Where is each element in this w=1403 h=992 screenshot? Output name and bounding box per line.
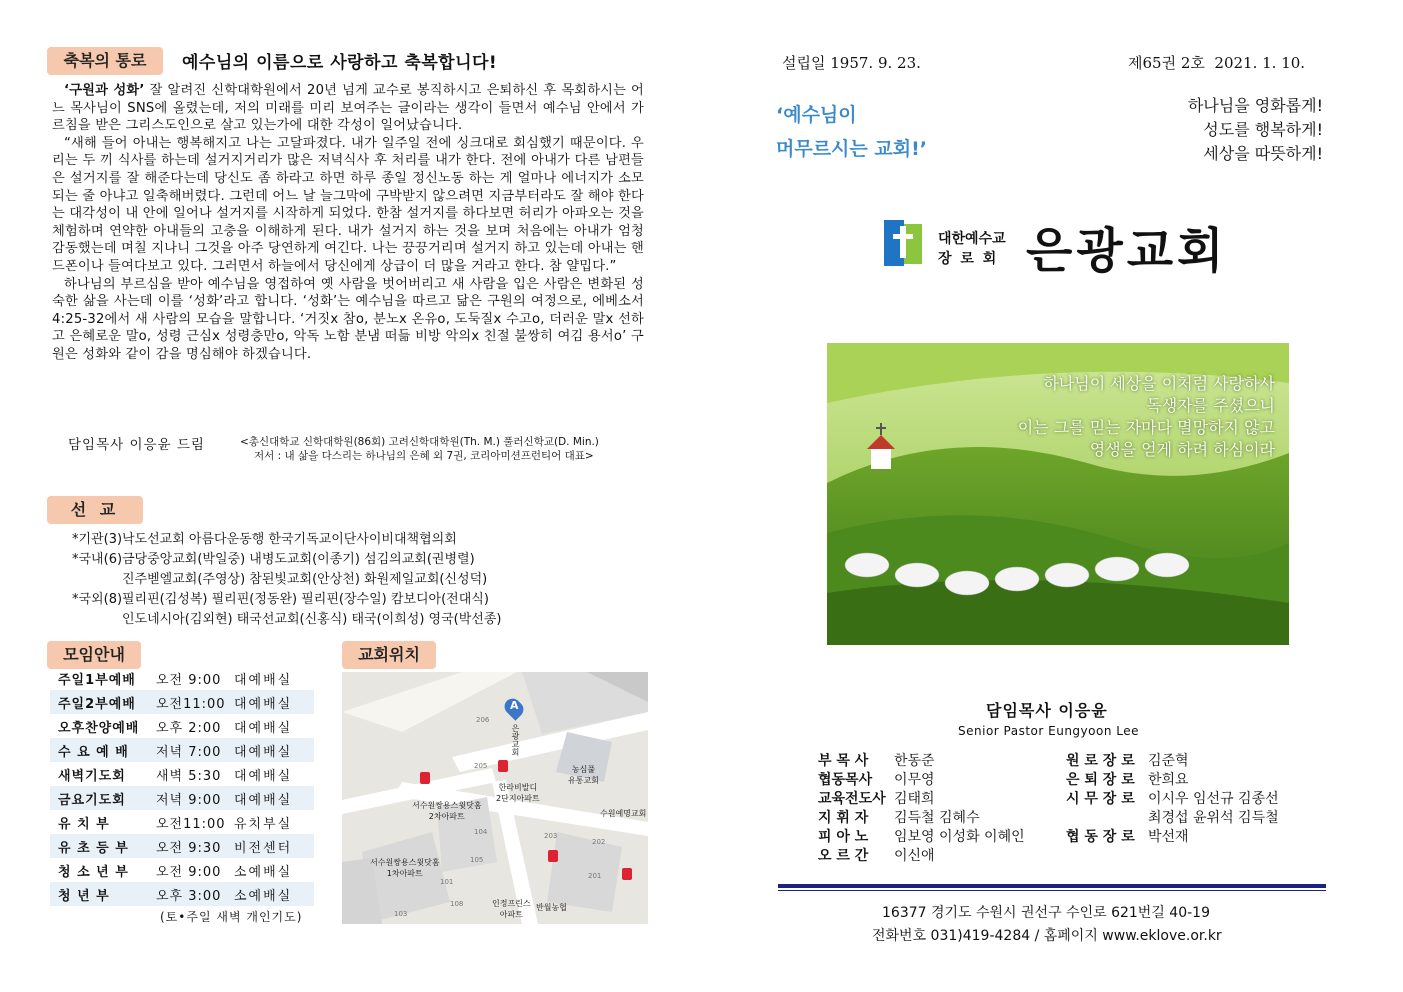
staff-role: 원 로 장 로 [1066,753,1135,769]
footer-divider [778,884,1326,888]
verse-line: 이는 그를 믿는 자마다 멸망하지 않고 [1017,418,1275,437]
map-number: 205 [474,762,488,770]
staff-row [1066,790,1279,809]
staff-names: 이신애 [894,848,935,864]
meeting-place: 대예배실 [234,768,293,784]
article-paragraph-3: 하나님의 부르심을 받아 예수님을 영접하여 옛 사람을 벗어버리고 새 사람을 입은 사람은 변화된 성숙한 삶을 사는데 이를 ‘성화’라고 합니다. ‘성화’는 예수님을 따르고 닮은 구원의 여정으로, 에베소서 4:25-32에서 새 사람의 모습을 말합니다. ‘거짓x 참o, 분노x 온유o, 도둑질x 수고o, 더러운 말x 선하고 은혜로운 말o, 성령 근심x 성령충만o, 악독 노함 분냄 떠듦 비방 악의x 친절 불쌍히 여김 용서o’ 구원은 성화와 같이 감을 명심해야 하겠습니다. [52,276,644,362]
footer-address: 16377 경기도 수원시 권선구 수인로 621번길 40-19 [882,905,1210,921]
meeting-name: 유 치 부 [58,816,110,832]
blessing-headline: 예수님의 이름으로 사랑하고 축복합니다! [182,53,498,73]
signature: 담임목사 이응윤 드림 [68,437,205,453]
mission-label: *국외(8) [72,592,123,607]
meeting-time: 저녁 9:00 [156,786,234,810]
pastor-english: Senior Pastor Eungyoon Lee [958,724,1139,738]
staff-row [1066,809,1279,828]
staff-role: 오 르 간 [818,848,869,864]
meetings-table [50,666,314,906]
map-label-apt3: 서수원쌍용스윗닷홈 1차아파트 [370,858,440,878]
meeting-name: 새벽기도회 [58,768,126,784]
mission-row [72,590,501,610]
staff-row [1066,828,1279,847]
staff-role: 교육전도사 [818,791,886,807]
slogan-right-line: 성도를 행복하게! [1203,120,1323,139]
location-tag: 교회위치 [342,641,436,669]
meeting-time: 새벽 5:30 [156,768,222,784]
church-logo-icon [884,218,924,268]
staff-role: 부 목 사 [818,753,869,769]
mission-text: 금당중앙교회(박일중) 내병도교회(이종기) 섬김의교회(권병렬) [122,552,475,567]
slogan-left [776,98,927,166]
mission-text: 진주벧엘교회(주영상) 참된빛교회(안상천) 화원제일교회(신성덕) [122,572,488,587]
staff-row [1066,752,1279,771]
issue-info: 제65권 2호 2021. 1. 10. [1128,54,1306,72]
slogan-left-line: 머무르시는 교회!’ [776,138,927,160]
map-number: 201 [588,872,602,880]
staff-names: 이무영 [894,772,935,788]
staff-names: 한희요 [1148,772,1189,788]
meeting-time: 오후 2:00 [156,720,222,736]
table-row [50,882,314,906]
map-number: 105 [470,856,484,864]
denomination-line-2: 장 로 회 [938,251,999,267]
meeting-name: 청 년 부 [50,882,156,906]
article-paragraph-2: “새해 들어 아내는 행복해지고 나는 고달파졌다. 내가 일주일 전에 싱크대로 회심했기 때문이다. 우리는 두 끼 식사를 하는데 설거지거리가 많은 저녁식사 후 처리를 내가 한다. 전에 아내가 다른 남편들은 설거지를 잘 해준다는데 당신도 좀 하라고 하면 하루 종일 정신노동 하는 게 얼마나 에너지가 소모되는 줄 아냐고 일축해버렸다. 그런데 어느 날 늘그막에 구박받지 않으려면 지금부터라도 잘 해야 한다는 대각성이 내 안에 일어나 설거지를 시작하게 되었다. 한참 설거지를 하다보면 허리가 아파오는 것을 체험하며 연약한 아내들의 고충을 이해하게 된다. 내가 설거지 하는 것을 보며 처음에는 아내가 엄청 감동했는데 며칠 지나니 그것을 아주 당연하게 여긴다. 나는 끙끙거리며 설거지 하고 있는데 아내는 핸드폰이나 들여다보고 있다. 그러면서 하늘에서 당신에게 상급이 더 많을 거라고 한다. 참 얄밉다.” [52,135,644,274]
meetings-note: (토•주일 새벽 개인기도) [160,910,303,924]
mission-row [72,610,501,630]
staff-names: 한동준 [894,753,935,769]
staff-row [818,847,1025,866]
credentials-2: 저서 : 내 삶을 다스리는 하나님의 은혜 외 7권, 코리아미션프런티어 대표> [254,450,594,462]
map-label-apt4: 인정프린스 아파트 [492,899,531,919]
bus-stop-icon[interactable] [498,760,508,772]
staff-row [818,752,1025,771]
meeting-time: 저녁 7:00 [156,738,234,762]
staff-role: 은 퇴 장 로 [1066,772,1135,788]
mission-text: 낙도선교회 아름다운동행 한국기독교이단사이비대책협의회 [122,532,457,547]
church-location-map[interactable] [342,672,648,924]
table-row [50,786,314,810]
article-p1-text: 잘 알려진 신학대학원에서 20년 넘게 교수로 봉직하시고 은퇴하신 후 목회하시는 어느 목사님이 SNS에 올렸는데, 저의 미래를 미리 보여주는 글이라는 생각이 들면서 예수님 안에서 가르침을 받은 그리스도인으로 살고 있는가에 대한 각성이 일어났습니다. [52,83,644,134]
map-number: 202 [592,838,606,846]
table-row [50,738,314,762]
bus-stop-icon[interactable] [548,850,558,862]
bus-stop-icon[interactable] [420,772,430,784]
map-label-market: 농심풀 유통교회 [568,765,599,785]
founded-date: 설립일 1957. 9. 23. [782,54,921,72]
bus-stop-icon[interactable] [622,868,632,880]
staff-names: 김득철 김혜수 [894,810,980,826]
table-row [50,666,314,690]
footer-contact: 전화번호 031)419-4284 / 홈페이지 www.eklove.or.kr [872,928,1222,944]
staff-row [818,828,1025,847]
staff-role: 협 동 장 로 [1066,829,1135,845]
denomination-line-1: 대한예수교 [938,231,1006,247]
slogan-right-line: 세상을 따뜻하게! [1203,144,1323,163]
map-graphic [342,672,648,924]
mission-text: 필리핀(김성복) 필리핀(정동완) 필리핀(장수일) 캄보디아(전대식) [122,592,489,607]
meeting-place: 대예배실 [234,738,314,762]
meeting-name: 주일1부예배 [58,672,136,688]
meeting-place: 유치부실 [234,816,293,832]
mission-row [72,570,501,590]
meeting-place: 대예배실 [234,672,293,688]
meeting-name: 수 요 예 배 [50,738,156,762]
map-label-church2: 수원예명교회 [600,809,647,818]
mission-label: *기관(3) [72,532,123,547]
verse-line: 독생자를 주셨으니 [1146,396,1275,415]
blessing-tag: 축복의 통로 [47,47,163,75]
staff-names: 김태희 [894,791,935,807]
slogan-right-line: 하나님을 영화롭게! [1187,96,1323,115]
table-row [50,858,314,882]
pastor-title: 담임목사 이응윤 [986,701,1108,720]
slogan-right [1188,94,1323,166]
staff-names: 최경섭 윤위석 김득철 [1148,810,1279,826]
meeting-time: 오전11:00 [156,816,226,832]
table-row [50,834,314,858]
map-label-apt1: 서수원쌍용스윗닷홈 2차아파트 [412,801,482,821]
verse-line: 영생을 얻게 하려 하심이라 [1089,440,1275,459]
meeting-place: 대예배실 [234,690,314,714]
verse-line: 하나님이 세상을 이처럼 사랑하사 [1043,374,1275,393]
map-number: 101 [440,878,454,886]
mission-row [72,550,501,570]
map-label-church: 은광교회 [511,724,520,756]
meeting-place: 소예배실 [234,882,314,906]
map-number: 108 [450,900,464,908]
staff-names: 박선재 [1148,829,1189,845]
map-number: 203 [544,832,558,840]
map-marker-letter: A [510,699,519,712]
table-row [50,690,314,714]
staff-right [1066,752,1279,847]
staff-role: 협동목사 [818,772,873,788]
table-row [50,762,314,786]
staff-names: 김준혁 [1148,753,1189,769]
sheep-meadow-illustration [827,343,1289,645]
map-number: 103 [394,910,408,918]
meeting-place: 비전센터 [234,834,314,858]
staff-names: 임보영 이성화 이혜인 [894,829,1025,845]
mission-text: 인도네시아(김외현) 태국선교회(신홍식) 태국(이희성) 영국(박선종) [122,612,502,627]
meeting-time: 오전11:00 [156,690,234,714]
staff-row [818,809,1025,828]
meeting-place: 소예배실 [234,864,293,880]
mission-tag: 선 교 [47,496,143,524]
staff-row [818,790,1025,809]
staff-row [1066,771,1279,790]
table-row [50,714,314,738]
footer-divider-thin [778,890,1326,891]
staff-role: 지 휘 자 [818,810,869,826]
mission-list [72,530,501,630]
map-label-apt2: 한라비발디 2단지아파트 [496,783,540,803]
meeting-name: 유 초 등 부 [50,834,156,858]
meeting-place: 대예배실 [234,786,314,810]
staff-left [818,752,1025,866]
meeting-time: 오전 9:30 [156,834,234,858]
map-label-nonghyup: 반월농협 [536,903,567,912]
map-number: 206 [476,716,490,724]
meeting-time: 오전 9:00 [156,864,222,880]
meeting-name: 청 소 년 부 [58,864,129,880]
staff-row [818,771,1025,790]
church-name-logo: 은광교회 [1026,223,1228,279]
article-paragraph-1 [52,82,644,135]
book-title: ‘구원과 성화’ [64,83,145,98]
meeting-name: 주일2부예배 [50,690,156,714]
meetings-tag: 모임안내 [47,641,141,669]
bible-verse [1018,373,1275,461]
meeting-time: 오전 9:00 [156,672,222,688]
meeting-name: 오후찬양예배 [58,720,140,736]
meeting-place: 대예배실 [234,720,293,736]
meeting-time: 오후 3:00 [156,882,234,906]
mission-row [72,530,501,550]
mission-label: *국내(6) [72,552,123,567]
staff-role: 시 무 장 로 [1066,791,1135,807]
staff-role: 피 아 노 [818,829,869,845]
blessing-article [52,82,644,364]
slogan-left-line: ‘예수님이 [776,104,857,126]
staff-names: 이시우 임선규 김종선 [1148,791,1279,807]
map-number: 104 [474,828,488,836]
meeting-name: 금요기도회 [50,786,156,810]
credentials-1: <총신대학교 신학대학원(86회) 고려신학대학원(Th. M.) 풀러신학교(D. Min.) [240,436,599,448]
table-row [50,810,314,834]
